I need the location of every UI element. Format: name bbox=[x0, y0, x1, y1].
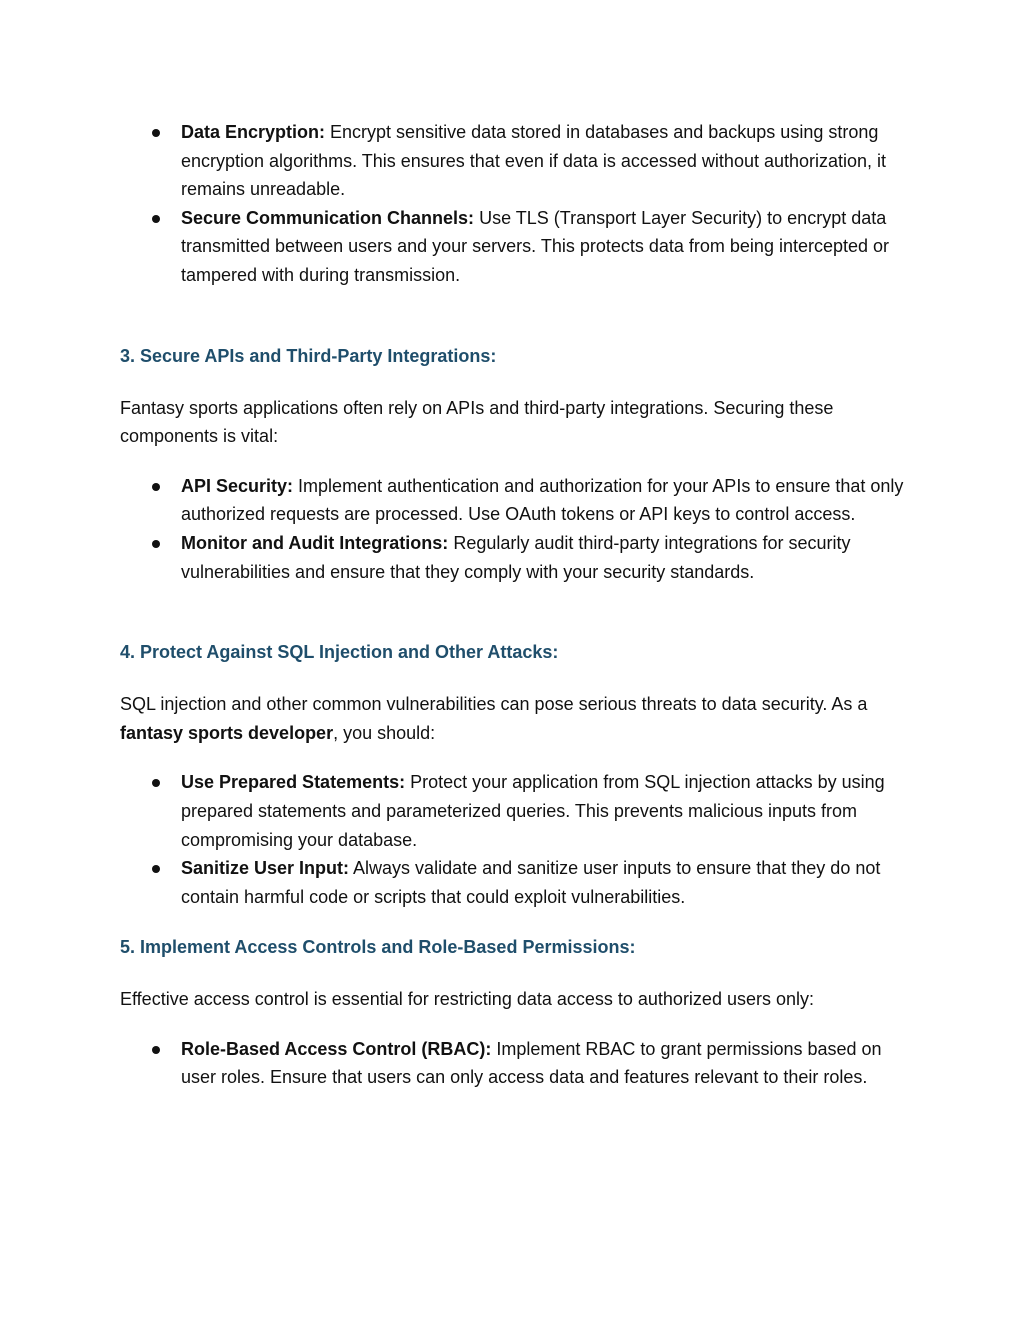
bullet-label: Secure Communication Channels: bbox=[181, 207, 475, 228]
section-5-bullet-list bbox=[120, 1035, 910, 1092]
list-item bbox=[120, 1035, 910, 1092]
bullet-text: Always validate and sanitize user inputs to ensure that they do not contain harmful code or scripts that could exploit vulnerabilities. bbox=[181, 858, 881, 907]
bullet-icon bbox=[152, 540, 160, 548]
bullet-text: Use TLS (Transport Layer Security) to encrypt data transmitted between users and your servers. This protects data from being intercepted or tampered with during transmission. bbox=[181, 207, 890, 285]
document-page bbox=[120, 118, 910, 1092]
list-item bbox=[120, 472, 910, 529]
list-item bbox=[120, 118, 910, 204]
bullet-text: Implement authentication and authorization for your APIs to ensure that only authorized requests are processed. Use OAuth tokens or API keys to control access. bbox=[181, 475, 904, 525]
bullet-label: Sanitize User Input: bbox=[181, 858, 350, 879]
list-item bbox=[120, 768, 910, 854]
list-item bbox=[120, 204, 910, 290]
section-4-bullet-list bbox=[120, 768, 910, 911]
encryption-bullet-list bbox=[120, 118, 910, 290]
section-4-intro-end: , you should: bbox=[333, 722, 436, 743]
bullet-text: Protect your application from SQL injection attacks by using prepared statements and parameterized queries. This prevents malicious inputs from compromising your database. bbox=[181, 772, 885, 850]
bullet-icon bbox=[152, 1046, 160, 1054]
section-4-intro bbox=[120, 690, 910, 747]
bullet-label: Use Prepared Statements: bbox=[181, 772, 406, 793]
bullet-label: Data Encryption: bbox=[181, 122, 326, 142]
section-heading-3: 3. Secure APIs and Third-Party Integrations: bbox=[120, 345, 497, 366]
section-5-intro: Effective access control is essential for restricting data access to authorized users only: bbox=[120, 989, 814, 1010]
bullet-icon bbox=[152, 865, 160, 873]
bullet-icon bbox=[152, 129, 160, 137]
bullet-icon bbox=[152, 483, 160, 491]
section-4-intro-start: SQL injection and other common vulnerabilities can pose serious threats to data security. As a bbox=[120, 694, 868, 715]
list-item bbox=[120, 529, 910, 586]
section-heading-4: 4. Protect Against SQL Injection and Other Attacks: bbox=[120, 642, 559, 663]
bullet-label: API Security: bbox=[181, 475, 294, 496]
section-heading-5: 5. Implement Access Controls and Role-Based Permissions: bbox=[120, 937, 636, 958]
section-4-intro-bold: fantasy sports developer bbox=[120, 722, 334, 743]
bullet-label: Role-Based Access Control (RBAC): bbox=[181, 1038, 492, 1059]
section-3-intro: Fantasy sports applications often rely on APIs and third-party integrations. Securing these components is vital: bbox=[120, 397, 834, 447]
bullet-text: Regularly audit third-party integrations for security vulnerabilities and ensure that they comply with your security standards. bbox=[181, 532, 851, 582]
list-item bbox=[120, 854, 910, 911]
bullet-text: Implement RBAC to grant permissions based on user roles. Ensure that users can only access data and features relevant to their roles. bbox=[181, 1038, 882, 1088]
section-3-bullet-list bbox=[120, 472, 910, 586]
bullet-icon bbox=[152, 215, 160, 223]
bullet-text: Encrypt sensitive data stored in databases and backups using strong encryption algorithms. This ensures that even if data is accessed without authorization, it remains unreadable. bbox=[181, 122, 887, 200]
bullet-icon bbox=[152, 779, 160, 787]
bullet-label: Monitor and Audit Integrations: bbox=[181, 532, 449, 553]
